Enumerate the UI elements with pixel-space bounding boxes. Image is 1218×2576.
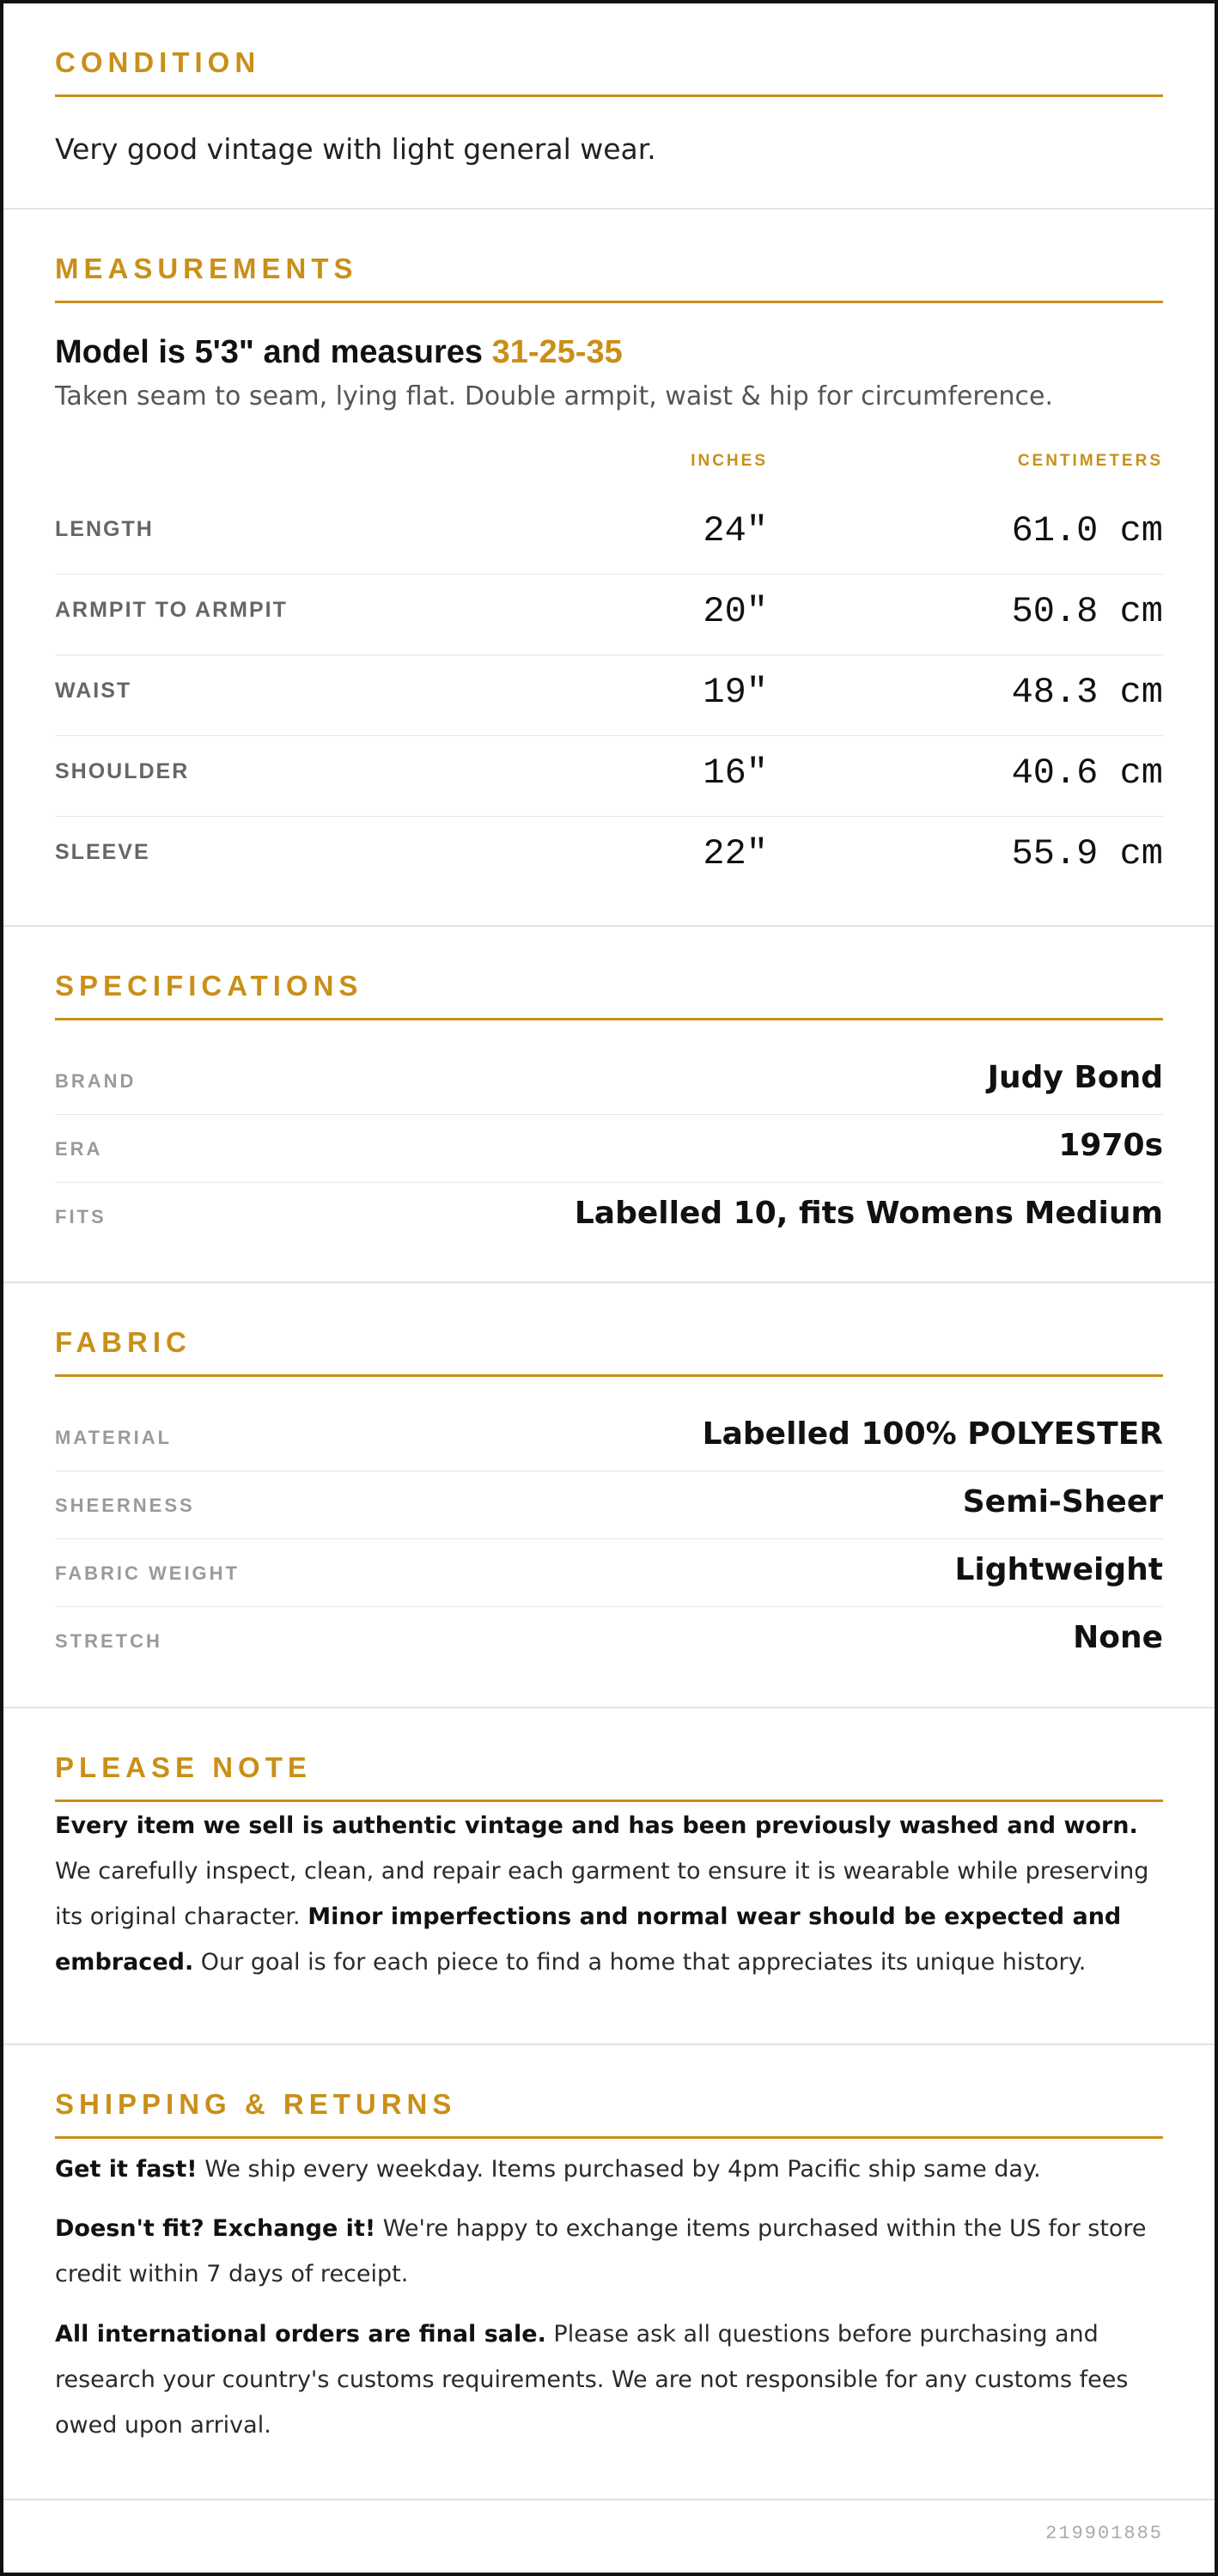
- measurement-cm: 61.0 cm: [1011, 510, 1163, 551]
- spec-label: ERA: [55, 1138, 103, 1160]
- fabric-value: Lightweight: [954, 1552, 1163, 1587]
- measurement-label: ARMPIT TO ARMPIT: [55, 598, 288, 622]
- fabric-value: None: [1073, 1620, 1163, 1655]
- measurement-inches: 22": [703, 833, 768, 874]
- shipping-exchange-paragraph: [55, 2206, 1163, 2297]
- fabric-value: Labelled 100% POLYESTER: [702, 1416, 1163, 1452]
- fabric-value: Semi-Sheer: [962, 1484, 1163, 1519]
- shipping-section: [3, 2045, 1215, 2500]
- model-stats: 31-25-35: [491, 334, 623, 370]
- measurement-cm: 48.3 cm: [1011, 672, 1163, 713]
- shipping-exchange-text: We're happy to exchange items purchased within the US for store credit within 7 days of receipt.: [55, 2215, 1147, 2287]
- condition-section: [3, 3, 1215, 210]
- specifications-title: SPECIFICATIONS: [55, 970, 363, 1002]
- spec-row-era: [55, 1114, 1163, 1183]
- spec-value: Labelled 10, fits Womens Medium: [574, 1196, 1163, 1231]
- measurement-label: LENGTH: [55, 517, 154, 541]
- column-header-centimeters: CENTIMETERS: [1017, 452, 1163, 470]
- fabric-row-stretch: [55, 1606, 1163, 1674]
- spec-row-fits: [55, 1182, 1163, 1250]
- condition-title-rule: [55, 94, 1163, 97]
- item-id: 219901885: [1045, 2523, 1163, 2544]
- fabric-title: FABRIC: [55, 1326, 192, 1358]
- measurement-inches: 20": [703, 591, 768, 632]
- measurement-inches: 16": [703, 752, 768, 794]
- spec-row-brand: [55, 1046, 1163, 1115]
- shipping-fast-text: We ship every weekday. Items purchased by 4pm Pacific ship same day.: [197, 2156, 1041, 2183]
- shipping-international-paragraph: [55, 2311, 1163, 2448]
- shipping-fast-paragraph: [55, 2147, 1163, 2192]
- please-note-text-1: We carefully inspect, clean, and repair each garment to ensure it is wearable while preserving its original character.: [55, 1858, 1149, 1930]
- shipping-international-bold: All international orders are final sale.: [55, 2321, 546, 2348]
- measurement-label: SHOULDER: [55, 759, 190, 783]
- measurement-row-length: [55, 493, 1163, 575]
- spec-value: Judy Bond: [987, 1060, 1163, 1095]
- measurement-row-shoulder: [55, 735, 1163, 817]
- shipping-title-rule: [55, 2136, 1163, 2139]
- fabric-label: MATERIAL: [55, 1427, 173, 1448]
- please-note-title: PLEASE NOTE: [55, 1751, 312, 1783]
- fabric-row-weight: [55, 1538, 1163, 1607]
- shipping-international-text: Please ask all questions before purchasing and research your country's customs requirements. We are not responsible for any customs fees owed upon arrival.: [55, 2321, 1129, 2439]
- measurement-row-sleeve: [55, 816, 1163, 897]
- measurement-inches: 19": [703, 672, 768, 713]
- fabric-row-material: [55, 1403, 1163, 1471]
- measurements-section: [3, 210, 1215, 927]
- measurement-note: Taken seam to seam, lying flat. Double armpit, waist & hip for circumference.: [55, 381, 1054, 411]
- fabric-title-rule: [55, 1374, 1163, 1377]
- spec-value: 1970s: [1058, 1128, 1163, 1163]
- measurement-cm: 40.6 cm: [1011, 752, 1163, 794]
- spec-label: FITS: [55, 1206, 107, 1227]
- please-note-text-2: Our goal is for each piece to find a home that appreciates its unique history.: [193, 1949, 1087, 1976]
- specifications-section: [3, 927, 1215, 1283]
- condition-text: Very good vintage with light general wear.: [55, 132, 656, 166]
- measurements-title-rule: [55, 301, 1163, 303]
- measurement-label: WAIST: [55, 679, 132, 703]
- measurement-row-waist: [55, 655, 1163, 736]
- measurement-label: SLEEVE: [55, 840, 150, 864]
- specifications-title-rule: [55, 1018, 1163, 1020]
- measurement-cm: 50.8 cm: [1011, 591, 1163, 632]
- condition-title: CONDITION: [55, 46, 261, 78]
- measurements-title: MEASUREMENTS: [55, 253, 358, 284]
- please-note-text: [55, 1803, 1163, 1985]
- please-note-bold-1: Every item we sell is authentic vintage and has been previously washed and worn.: [55, 1812, 1138, 1839]
- please-note-bold-2: Minor imperfections and normal wear should be expected and embraced.: [55, 1903, 1122, 1976]
- fabric-row-sheerness: [55, 1471, 1163, 1539]
- please-note-title-rule: [55, 1800, 1163, 1802]
- fabric-section: [3, 1283, 1215, 1708]
- please-note-section: [3, 1708, 1215, 2045]
- column-header-inches: INCHES: [691, 452, 768, 470]
- fabric-label: FABRIC WEIGHT: [55, 1562, 240, 1584]
- model-info-prefix: Model is 5'3" and measures: [55, 334, 492, 370]
- fabric-label: SHEERNESS: [55, 1495, 195, 1516]
- shipping-title: SHIPPING & RETURNS: [55, 2088, 457, 2120]
- shipping-fast-bold: Get it fast!: [55, 2156, 198, 2183]
- fabric-label: STRETCH: [55, 1630, 162, 1652]
- measurement-row-armpit: [55, 574, 1163, 655]
- measurement-cm: 55.9 cm: [1011, 833, 1163, 874]
- model-info: [55, 334, 623, 371]
- shipping-exchange-bold: Doesn't fit? Exchange it!: [55, 2215, 376, 2242]
- measurement-inches: 24": [703, 510, 768, 551]
- spec-label: BRAND: [55, 1070, 137, 1092]
